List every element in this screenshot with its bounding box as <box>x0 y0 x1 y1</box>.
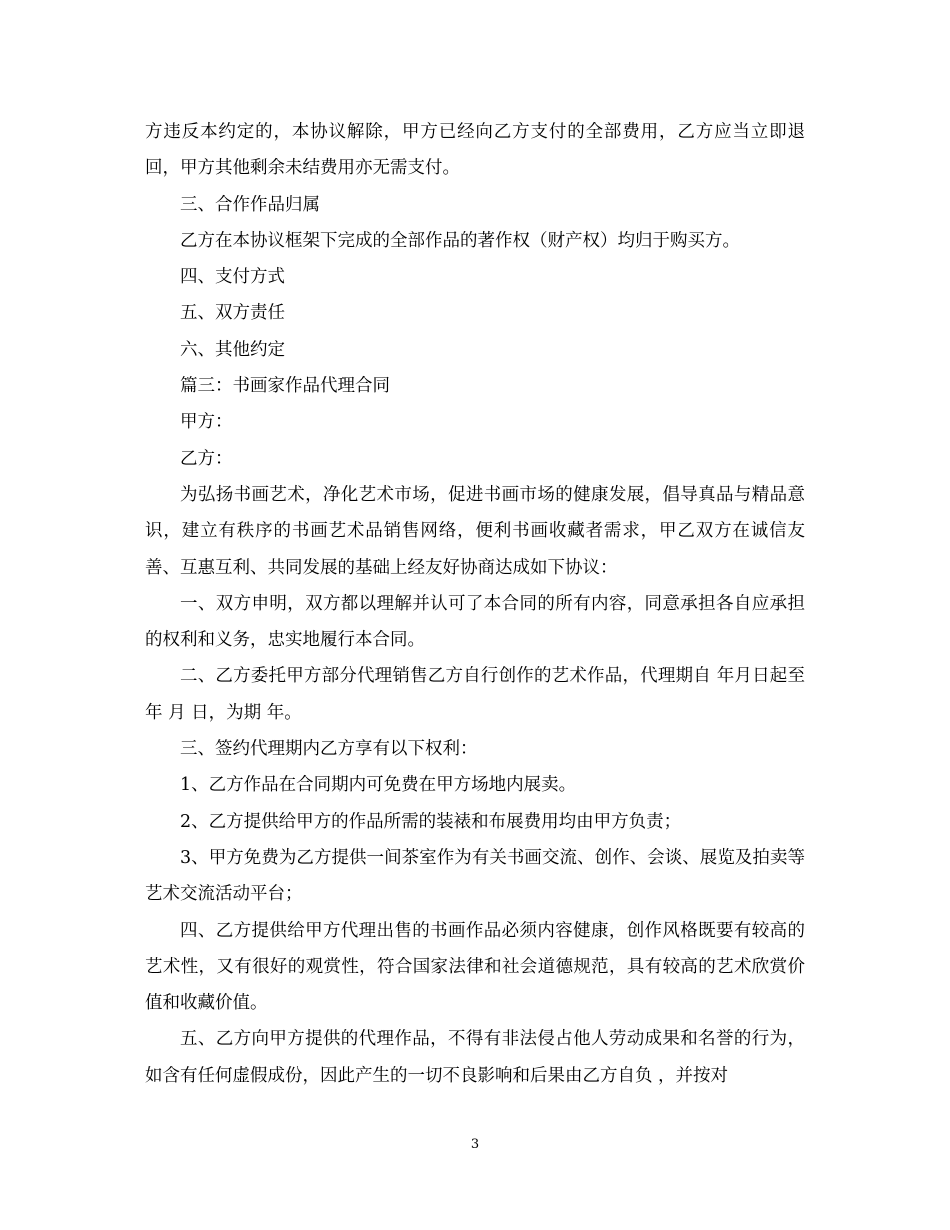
clause-5: 五、乙方向甲方提供的代理作品，不得有非法侵占他人劳动成果和名誉的行为，如含有任何虚假成份，因此产生的一切不良影响和后果由乙方自负 ，并按对 <box>145 1029 805 1086</box>
paragraph-copyright: 乙方在本协议框架下完成的全部作品的著作权（财产权）均归于购买方。 <box>180 230 740 251</box>
clause-3: 三、签约代理期内乙方享有以下权利： <box>180 739 478 760</box>
chapter-title: 篇三：书画家作品代理合同 <box>180 376 390 397</box>
clause-3-item-1: 1、乙方作品在合同期内可免费在甲方场地内展卖。 <box>180 775 577 796</box>
section-heading-other: 六、其他约定 <box>180 339 285 360</box>
page-number: 3 <box>470 1137 480 1152</box>
clause-3-item-2: 2、乙方提供给甲方的作品所需的装裱和布展费用均由甲方负责； <box>180 811 682 832</box>
clause-4: 四、乙方提供给甲方代理出售的书画作品必须内容健康，创作风格既要有较高的艺术性，又有很好的观赏性，符合国家法律和社会道德规范，具有较高的艺术欣赏价值和收藏价值。 <box>145 920 805 1014</box>
section-heading-work-ownership: 三、合作作品归属 <box>180 194 320 215</box>
party-b-label: 乙方： <box>180 448 233 469</box>
document-body <box>145 114 805 1094</box>
paragraph-continuation: 方违反本约定的，本协议解除，甲方已经向乙方支付的全部费用，乙方应当立即退回，甲方其他剩余未结费用亦无需支付。 <box>145 122 805 179</box>
section-heading-responsibilities: 五、双方责任 <box>180 303 285 324</box>
clause-1: 一、双方申明，双方都以理解并认可了本合同的所有内容，同意承担各自应承担的权利和义务，忠实地履行本合同。 <box>145 593 805 651</box>
section-heading-payment: 四、支付方式 <box>180 267 285 288</box>
party-a-label: 甲方： <box>180 412 233 433</box>
paragraph-preamble: 为弘扬书画艺术，净化艺术市场，促进书画市场的健康发展，倡导真品与精品意识，建立有秩序的书画艺术品销售网络，便利书画收藏者需求，甲乙双方在诚信友善、互惠互利、共同发展的基础上经友好协商达成如下协议： <box>145 484 805 578</box>
clause-3-item-3: 3、甲方免费为乙方提供一间茶室作为有关书画交流、创作、会谈、展览及拍卖等艺术交流活动平台； <box>145 847 805 905</box>
clause-2: 二、乙方委托甲方部分代理销售乙方自行创作的艺术作品，代理期自 年月日起至年 月 日，为期 年。 <box>145 666 805 723</box>
